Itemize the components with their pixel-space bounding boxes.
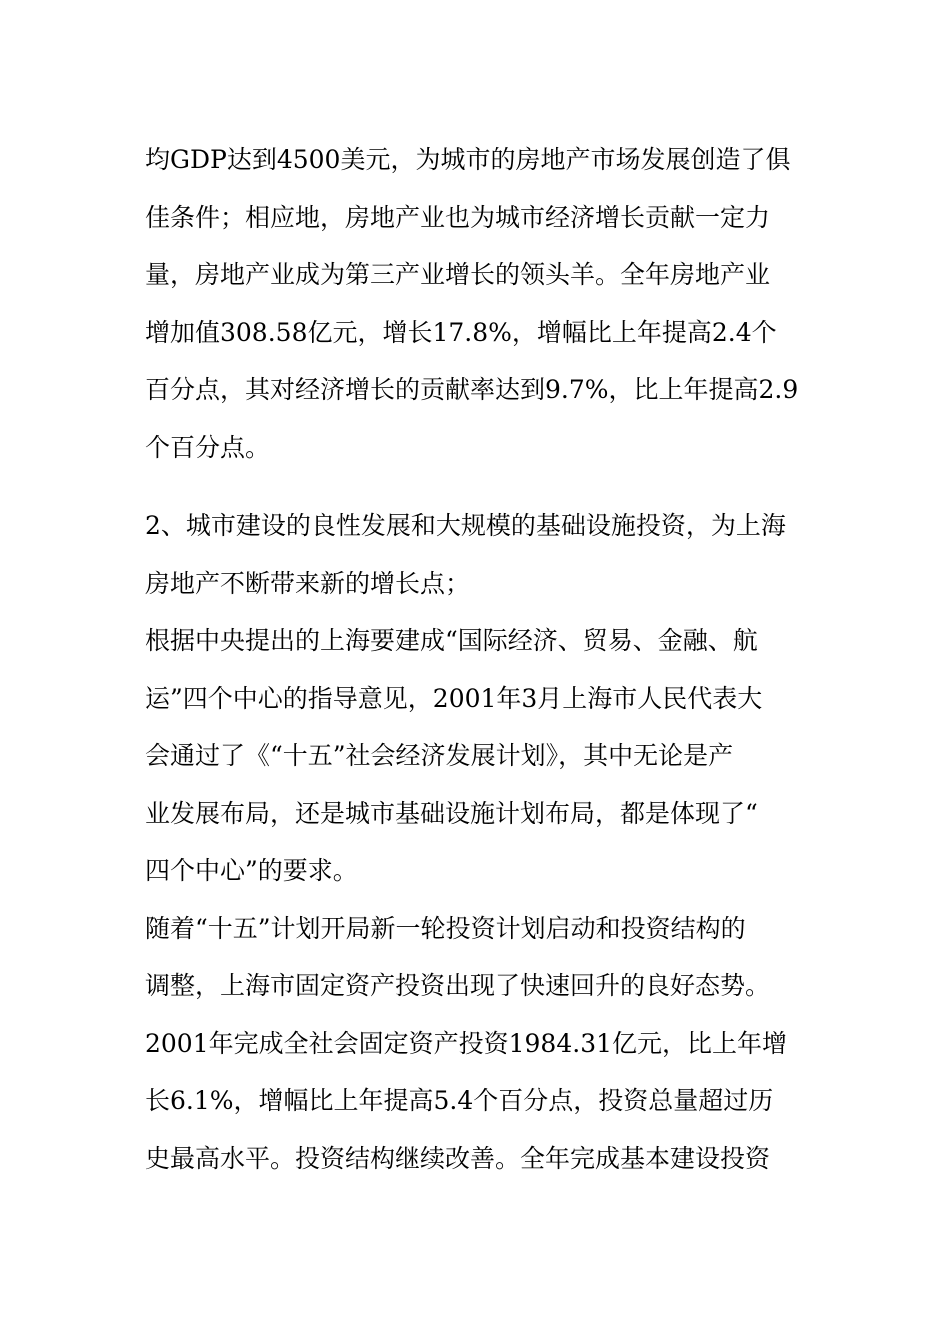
text-line: 业发展布局，还是城市基础设施计划布局，都是体现了“ xyxy=(145,798,758,828)
text-line: 史最高水平。投资结构继续改善。全年完成基本建设投资 xyxy=(145,1143,771,1173)
text-line: 佳条件；相应地，房地产业也为城市经济增长贡献一定力 xyxy=(145,202,771,232)
text-line: 量，房地产业成为第三产业增长的领头羊。全年房地产业 xyxy=(145,260,771,289)
text-line: 个百分点。 xyxy=(145,432,271,462)
paragraph-gdp-real-estate xyxy=(145,131,815,476)
text-line: 四个中心”的要求。 xyxy=(145,856,358,885)
text-line: 运”四个中心的指导意见，2001年3月上海市人民代表大 xyxy=(145,683,763,713)
text-line: 2001年完成全社会固定资产投资1984.31亿元，比上年增 xyxy=(145,1028,788,1058)
section-heading-line: 2、城市建设的良性发展和大规模的基础设施投资，为上海 xyxy=(145,511,786,540)
text-line: 增加值308.58亿元，增长17.8%，增幅比上年提高2.4个 xyxy=(145,317,777,347)
text-line: 调整，上海市固定资产投资出现了快速回升的良好态势。 xyxy=(145,971,771,1000)
text-line: 长6.1%，增幅比上年提高5.4个百分点，投资总量超过历 xyxy=(145,1086,774,1115)
section-heading-line: 房地产不断带来新的增长点； xyxy=(145,568,471,598)
text-line: 会通过了《“十五”社会经济发展计划》，其中无论是产 xyxy=(145,741,734,770)
paragraph-infrastructure-investment xyxy=(145,497,815,1187)
text-line: 随着“十五”计划开局新一轮投资计划启动和投资结构的 xyxy=(145,913,746,943)
text-line: 根据中央提出的上海要建成“国际经济、贸易、金融、航 xyxy=(145,626,758,655)
text-line: 均GDP达到4500美元，为城市的房地产市场发展创造了俱 xyxy=(145,145,791,174)
text-line: 百分点，其对经济增长的贡献率达到9.7%，比上年提高2.9 xyxy=(145,375,799,404)
